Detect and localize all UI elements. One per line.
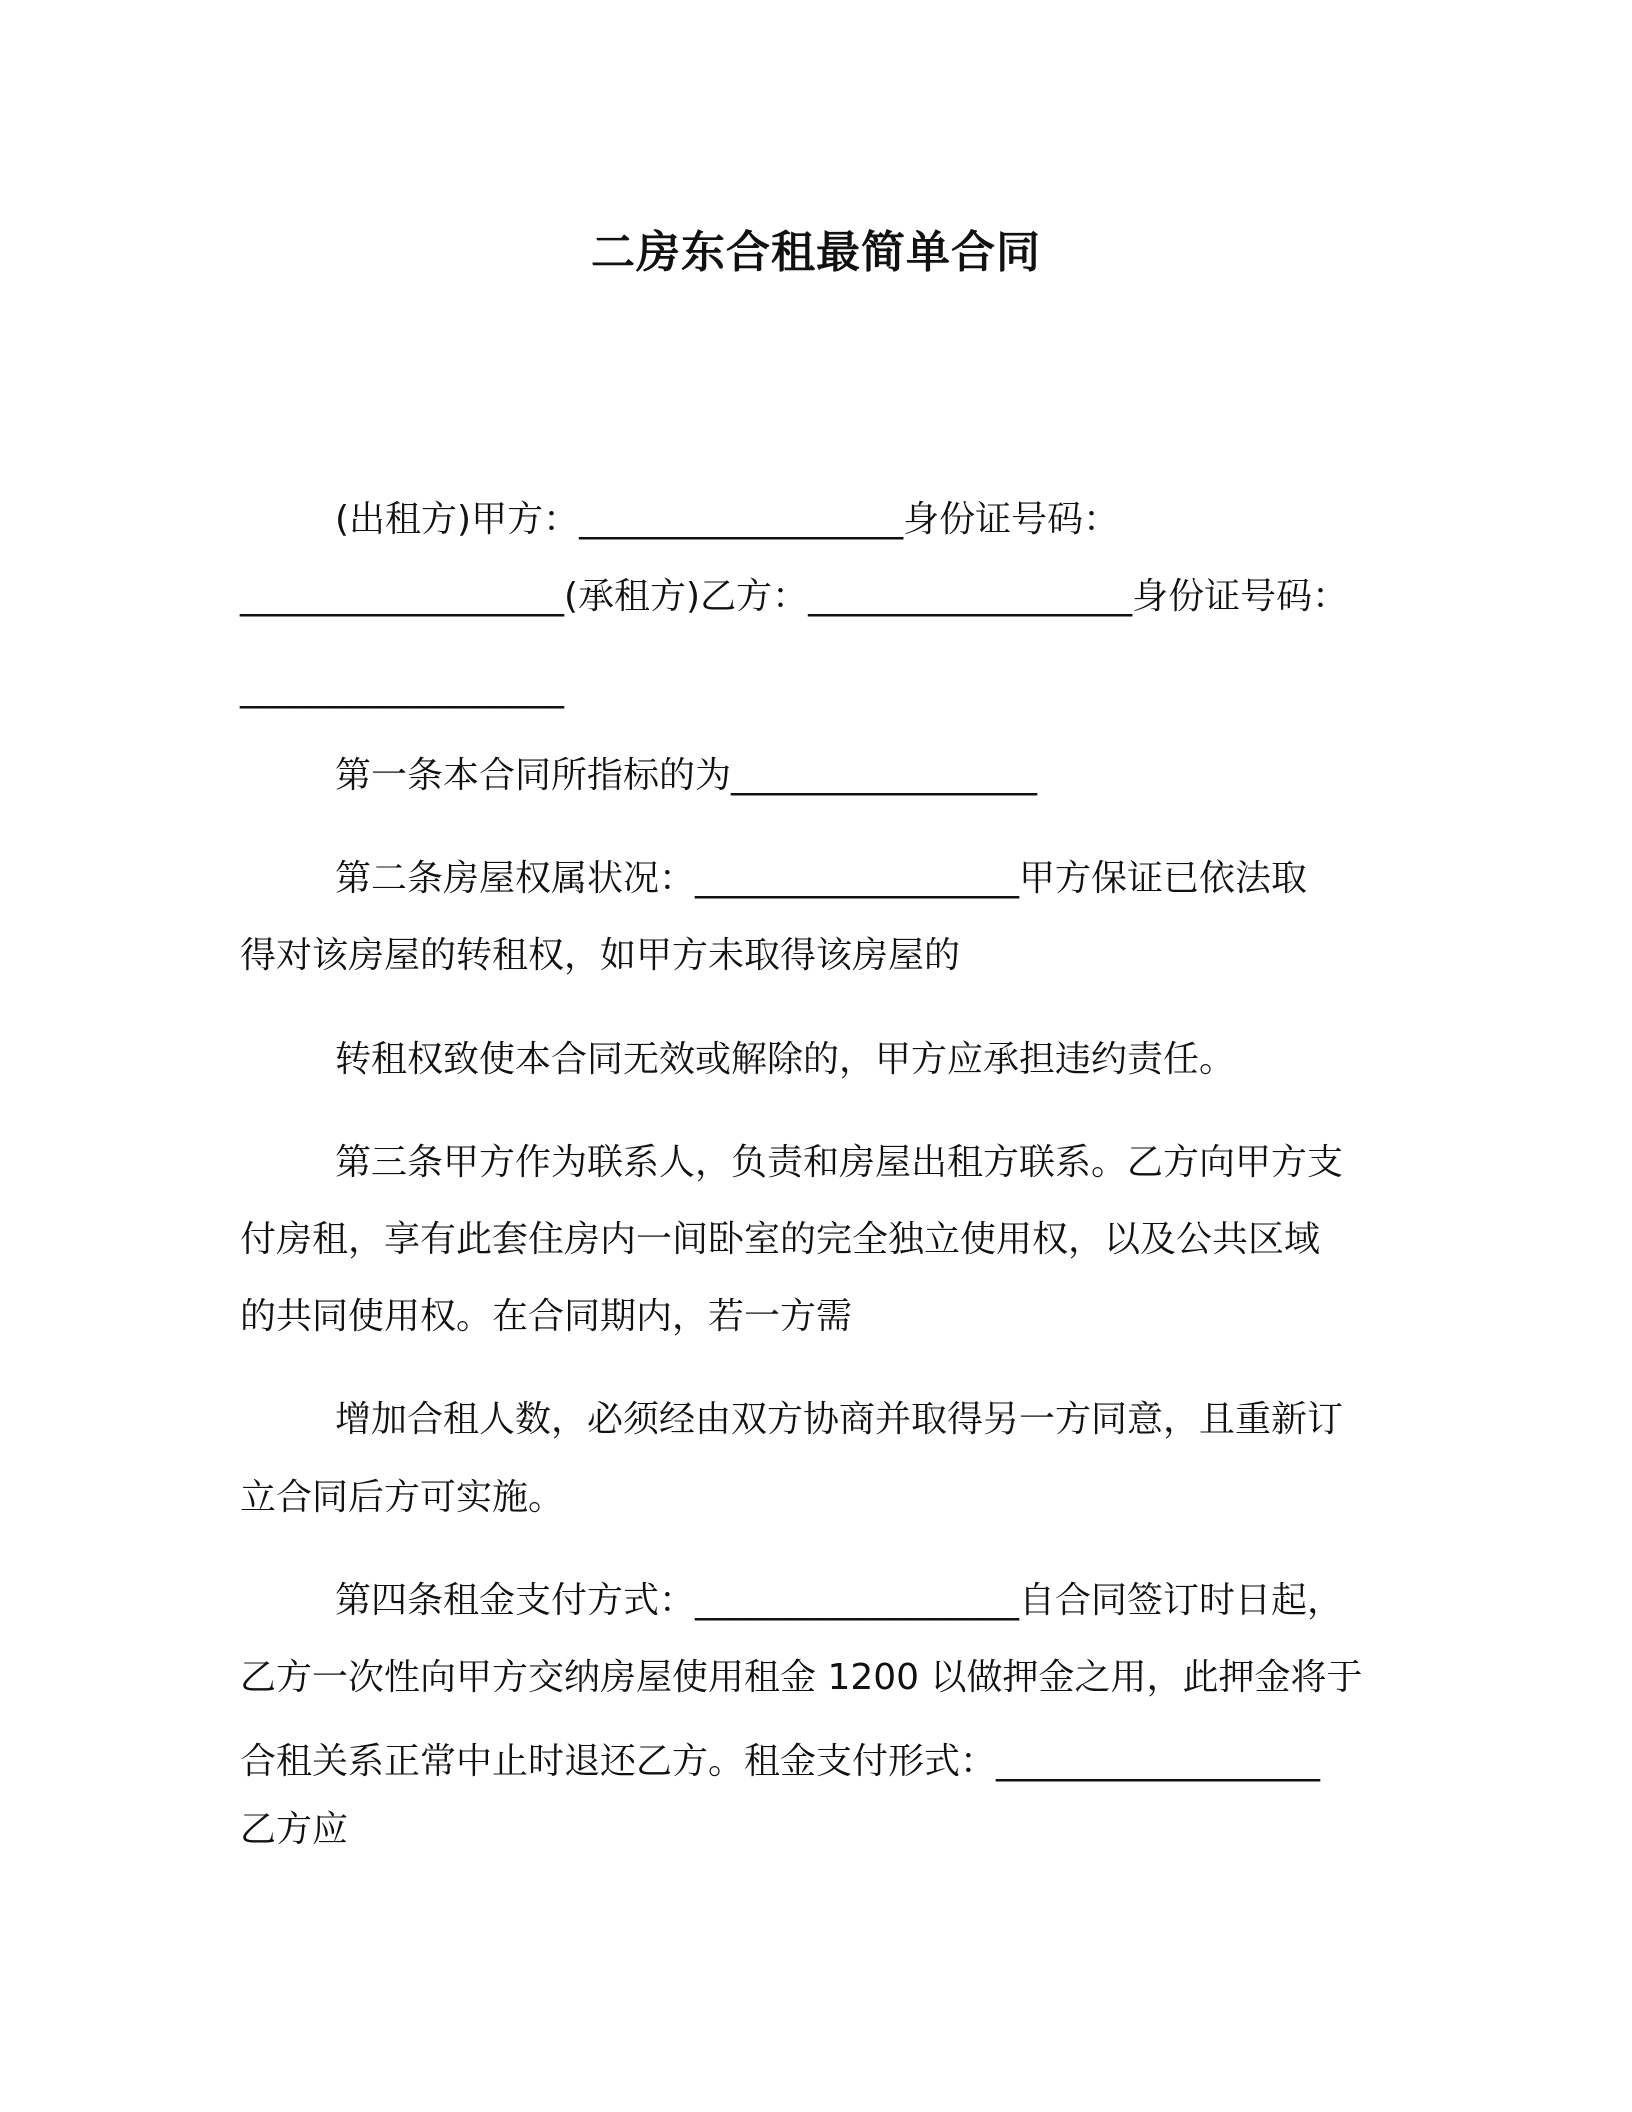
article-1-line: 第一条本合同所指标的为_________________	[335, 755, 1038, 796]
article-2-line-3: 转租权致使本合同无效或解除的，甲方应承担违约责任。	[335, 1039, 1236, 1080]
article-3-line-3: 的共同使用权。在合同期内，若一方需	[240, 1296, 853, 1337]
article-3-line-2: 付房租，享有此套住房内一间卧室的完全独立使用权，以及公共区域	[240, 1219, 1321, 1260]
article-4-line-2: 乙方一次性向甲方交纳房屋使用租金 1200 以做押金之用，此押金将于	[240, 1657, 1363, 1698]
article-2-line-1: 第二条房屋权属状况：__________________甲方保证已依法取	[335, 858, 1308, 899]
party-b-id-line: __________________	[240, 668, 564, 709]
document-title: 二房东合租最简单合同	[591, 227, 1041, 278]
article-2-line-2: 得对该房屋的转租权，如甲方未取得该房屋的	[240, 935, 961, 976]
party-b-line: __________________(承租方)乙方：__________________身份证号码：	[240, 576, 1349, 617]
article-4-line-3: 合租关系正常中止时退还乙方。租金支付形式：__________________	[240, 1741, 1321, 1782]
article-4-line-1: 第四条租金支付方式：__________________自合同签订时日起，	[335, 1580, 1344, 1621]
article-4-line-4: 乙方应	[240, 1809, 349, 1850]
article-3-line-4: 增加合租人数，必须经由双方协商并取得另一方同意，且重新订	[335, 1399, 1344, 1440]
party-a-line: (出租方)甲方：__________________身份证号码：	[335, 499, 1120, 540]
article-3-line-5: 立合同后方可实施。	[240, 1477, 565, 1518]
article-3-line-1: 第三条甲方作为联系人，负责和房屋出租方联系。乙方向甲方支	[335, 1142, 1344, 1183]
